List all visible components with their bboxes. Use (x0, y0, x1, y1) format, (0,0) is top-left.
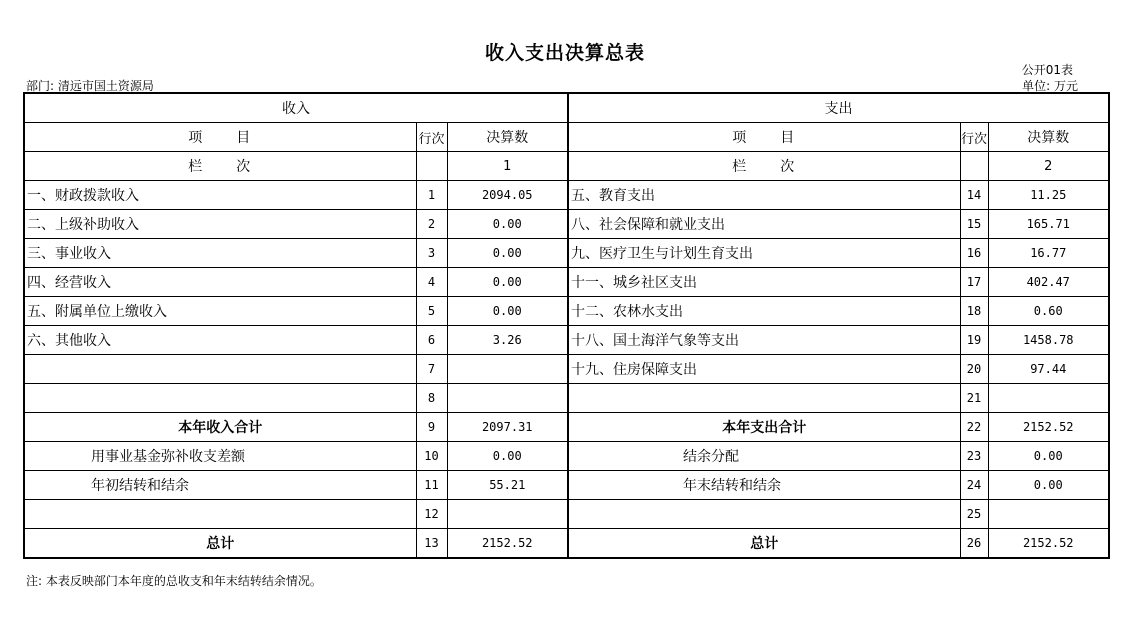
income-amount (447, 384, 568, 413)
income-row-no: 13 (416, 529, 447, 559)
income-row-no: 1 (416, 181, 447, 210)
income-row-no: 8 (416, 384, 447, 413)
income-amount: 0.00 (447, 442, 568, 471)
expense-amount: 402.47 (988, 268, 1109, 297)
header-row-section (24, 93, 1109, 123)
table-row (24, 442, 1109, 471)
expense-label: 十九、住房保障支出 (568, 355, 960, 384)
expense-row-no: 26 (960, 529, 988, 559)
expense-amount (988, 500, 1109, 529)
income-row-no: 6 (416, 326, 447, 355)
expense-label: 十八、国土海洋气象等支出 (568, 326, 960, 355)
expense-amount: 0.00 (988, 442, 1109, 471)
income-amount-header: 决算数 (447, 123, 568, 152)
expense-row-no: 25 (960, 500, 988, 529)
expense-amount: 97.44 (988, 355, 1109, 384)
income-header: 收入 (24, 93, 568, 123)
expense-row-no: 24 (960, 471, 988, 500)
expense-amount: 165.71 (988, 210, 1109, 239)
table-row (24, 210, 1109, 239)
income-column-label: 栏 次 (24, 152, 416, 181)
expense-column-number: 2 (988, 152, 1109, 181)
income-amount: 0.00 (447, 268, 568, 297)
income-label: 一、财政拨款收入 (24, 181, 416, 210)
expense-label: 结余分配 (568, 442, 960, 471)
footnote: 注: 本表反映部门本年度的总收支和年末结转结余情况。 (26, 574, 322, 588)
income-label: 六、其他收入 (24, 326, 416, 355)
income-row-no: 10 (416, 442, 447, 471)
income-label (24, 384, 416, 413)
income-label: 用事业基金弥补收支差额 (24, 442, 416, 471)
income-amount: 2094.05 (447, 181, 568, 210)
table-row (24, 268, 1109, 297)
table-row (24, 384, 1109, 413)
expense-subtotal-label: 本年支出合计 (568, 413, 960, 442)
expense-label: 五、教育支出 (568, 181, 960, 210)
income-label (24, 500, 416, 529)
expense-header: 支出 (568, 93, 1109, 123)
table-row (24, 239, 1109, 268)
expense-total-amount: 2152.52 (988, 529, 1109, 559)
expense-amount: 1458.78 (988, 326, 1109, 355)
income-amount (447, 500, 568, 529)
income-amount: 0.00 (447, 210, 568, 239)
expense-label: 十一、城乡社区支出 (568, 268, 960, 297)
header-row-columns (24, 123, 1109, 152)
income-row-no: 3 (416, 239, 447, 268)
income-expense-table (23, 92, 1110, 559)
income-amount (447, 355, 568, 384)
table-row (24, 500, 1109, 529)
header-row-colnum (24, 152, 1109, 181)
expense-amount: 16.77 (988, 239, 1109, 268)
expense-row-no: 22 (960, 413, 988, 442)
expense-amount: 11.25 (988, 181, 1109, 210)
income-column-number: 1 (447, 152, 568, 181)
expense-amount: 0.00 (988, 471, 1109, 500)
income-label: 三、事业收入 (24, 239, 416, 268)
expense-row-no: 20 (960, 355, 988, 384)
unit-label: 单位: 万元 (1022, 79, 1078, 93)
table-row (24, 297, 1109, 326)
page-title: 收入支出决算总表 (484, 42, 645, 64)
expense-label (568, 500, 960, 529)
income-label (24, 355, 416, 384)
table-row (24, 326, 1109, 355)
income-total-amount: 2152.52 (447, 529, 568, 559)
income-amount: 3.26 (447, 326, 568, 355)
income-row-no: 7 (416, 355, 447, 384)
income-amount: 55.21 (447, 471, 568, 500)
income-label: 年初结转和结余 (24, 471, 416, 500)
expense-total-label: 总计 (568, 529, 960, 559)
table-row (24, 181, 1109, 210)
income-rowno-header: 行次 (416, 123, 447, 152)
expense-column-label: 栏 次 (568, 152, 960, 181)
expense-label: 九、医疗卫生与计划生育支出 (568, 239, 960, 268)
expense-item-header: 项 目 (568, 123, 960, 152)
expense-amount: 0.60 (988, 297, 1109, 326)
expense-row-no: 17 (960, 268, 988, 297)
expense-row-no: 18 (960, 297, 988, 326)
expense-label (568, 384, 960, 413)
income-row-no: 12 (416, 500, 447, 529)
expense-row-no: 19 (960, 326, 988, 355)
table-row (24, 355, 1109, 384)
table-row (24, 471, 1109, 500)
expense-row-no: 15 (960, 210, 988, 239)
income-total-label: 总计 (24, 529, 416, 559)
subtotal-row (24, 413, 1109, 442)
expense-row-no: 14 (960, 181, 988, 210)
income-column-blank (416, 152, 447, 181)
expense-label: 年末结转和结余 (568, 471, 960, 500)
expense-label: 八、社会保障和就业支出 (568, 210, 960, 239)
income-label: 五、附属单位上缴收入 (24, 297, 416, 326)
income-amount: 0.00 (447, 297, 568, 326)
income-row-no: 9 (416, 413, 447, 442)
expense-row-no: 16 (960, 239, 988, 268)
income-row-no: 5 (416, 297, 447, 326)
expense-subtotal-amount: 2152.52 (988, 413, 1109, 442)
grand-total-row (24, 529, 1109, 559)
income-item-header: 项 目 (24, 123, 416, 152)
income-subtotal-label: 本年收入合计 (24, 413, 416, 442)
income-label: 二、上级补助收入 (24, 210, 416, 239)
expense-amount (988, 384, 1109, 413)
income-row-no: 11 (416, 471, 447, 500)
expense-row-no: 21 (960, 384, 988, 413)
form-number: 公开01表 (1021, 63, 1073, 77)
income-label: 四、经营收入 (24, 268, 416, 297)
expense-amount-header: 决算数 (988, 123, 1109, 152)
income-row-no: 2 (416, 210, 447, 239)
expense-row-no: 23 (960, 442, 988, 471)
expense-label: 十二、农林水支出 (568, 297, 960, 326)
income-amount: 0.00 (447, 239, 568, 268)
department-label: 部门: 清远市国土资源局 (26, 79, 154, 93)
expense-column-blank (960, 152, 988, 181)
income-row-no: 4 (416, 268, 447, 297)
expense-rowno-header: 行次 (960, 123, 988, 152)
income-subtotal-amount: 2097.31 (447, 413, 568, 442)
